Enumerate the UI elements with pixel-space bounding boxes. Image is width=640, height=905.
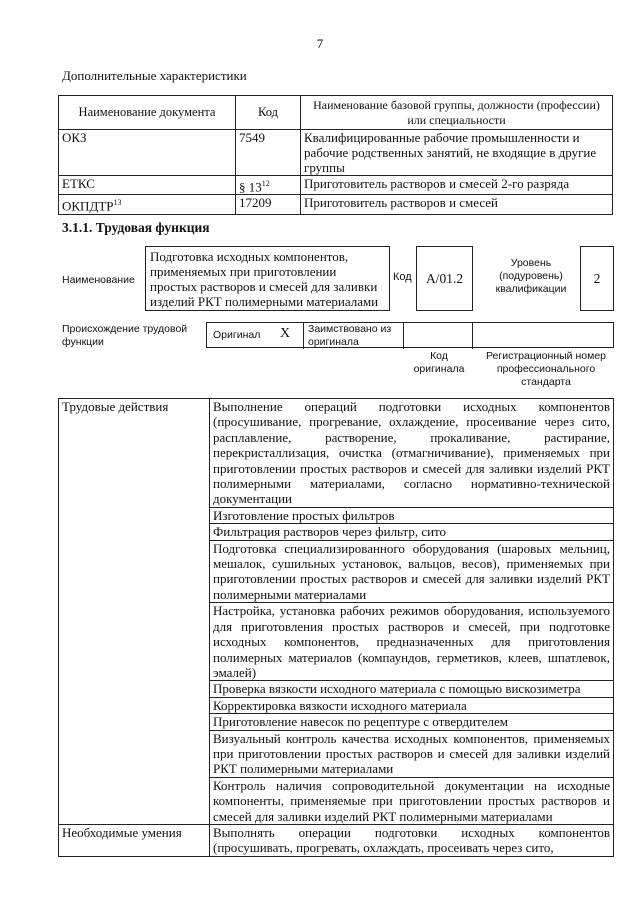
row-code: § $13^{12}$ — [236, 176, 301, 195]
origin-row — [206, 322, 614, 348]
header-group-name: Наименование базовой группы, должности (профессии) или специальности — [301, 96, 613, 130]
classification-table — [58, 95, 613, 215]
row-doc: ОКЗ — [59, 130, 236, 176]
labor-actions-label: Трудовые действия — [59, 399, 210, 825]
footnote-ref: 13 — [113, 198, 122, 208]
labor-action: Проверка вязкости исходного материала с помощью вискозиметра — [210, 681, 614, 697]
row-name: Приготовитель растворов и смесей — [301, 195, 613, 214]
labor-action: Настройка, установка рабочих режимов оборудования, используемого для приготовления простых растворов и смесей, при подготовке исходных компонентов, предназначенных для приготовления полимерных материалов (компаундов, герметиков, клеев, шпатлевок, эмалей) — [210, 603, 614, 681]
level-value: 2 — [580, 246, 614, 311]
row-code: 7549 — [236, 130, 301, 176]
name-label: Наименование — [62, 274, 135, 286]
table-row — [59, 399, 614, 508]
level-label: Уровень (подуровень) квалификации — [495, 257, 567, 295]
original-mark: X — [280, 326, 291, 341]
table-row — [59, 176, 613, 195]
borrowed-label: Заимствовано из оригинала — [308, 323, 392, 348]
page-number: 7 — [316, 36, 324, 51]
labor-actions-table — [58, 398, 614, 857]
table-row — [59, 130, 613, 176]
labor-action: Изготовление простых фильтров — [210, 507, 614, 523]
section-title: Дополнительные характеристики — [62, 68, 247, 83]
skill-item: Выполнять операции подготовки исходных компонентов (просушивать, прогревать, охлаждать, просеивать через сито, — [210, 824, 614, 856]
origin-label: Происхождение трудовой функции — [62, 323, 188, 348]
reg-number-label: Регистрационный номер профессионального стандарта — [486, 350, 606, 388]
function-heading: 3.1.1. Трудовая функция — [62, 220, 210, 235]
table-header-row — [59, 96, 613, 130]
code-label: Код — [393, 271, 412, 283]
labor-action: Приготовление навесок по рецептуре с отвердителем — [210, 714, 614, 730]
original-label: Оригинал — [213, 329, 261, 341]
skills-label: Необходимые умения — [59, 824, 210, 856]
function-code: А/01.2 — [416, 246, 473, 311]
row-doc: ОКПДТР$^{13}$ — [59, 195, 236, 214]
divider — [303, 323, 304, 349]
row-code: 17209 — [236, 195, 301, 214]
footnote-ref: 12 — [261, 179, 270, 188]
function-name: Подготовка исходных компонентов, применяемых при приготовлении простых растворов и смесей для заливки изделий РКТ полимерными материалами — [145, 246, 390, 311]
labor-action: Подготовка специализированного оборудования (шаровых мельниц, мешалок, сушильных установок, вальцов, весов), применяемых при приготовлении простых растворов и смесей для заливки изделий РКТ полимерными материалами — [210, 540, 614, 603]
row-name: Приготовитель растворов и смесей 2-го разряда — [301, 176, 613, 195]
labor-action: Корректировка вязкости исходного материала — [210, 697, 614, 713]
table-row — [59, 824, 614, 856]
labor-action: Фильтрация растворов через фильтр, сито — [210, 524, 614, 540]
labor-action: Выполнение операций подготовки исходных компонентов (просушивание, прогревание, охлаждение, просеивание через сито, расплавление, растворение, прокаливание, растирание, перекристаллизация, очистка (отмагничивание), применяемых при приготовлении простых растворов и смесей для заливки изделий РКТ полимерными материалами, согласно нормативно-технической документации — [210, 399, 614, 508]
table-row — [59, 195, 613, 214]
header-document: Наименование документа — [59, 96, 236, 130]
labor-action: Визуальный контроль качества исходных компонентов, применяемых при приготовлении простых растворов и смесей для заливки изделий РКТ полимерными материалами — [210, 730, 614, 777]
labor-action: Контроль наличия сопроводительной документации на исходные компоненты, применяемые при приготовлении простых растворов и смесей для заливки изделий РКТ полимерными материалами — [210, 777, 614, 824]
divider — [472, 323, 473, 349]
row-name: Квалифицированные рабочие промышленности и рабочие родственных занятий, не входящие в другие группы — [301, 130, 613, 176]
code-original-label: Код оригинала — [413, 350, 465, 375]
header-code: Код — [236, 96, 301, 130]
divider — [403, 323, 404, 349]
row-doc: ЕТКС — [59, 176, 236, 195]
